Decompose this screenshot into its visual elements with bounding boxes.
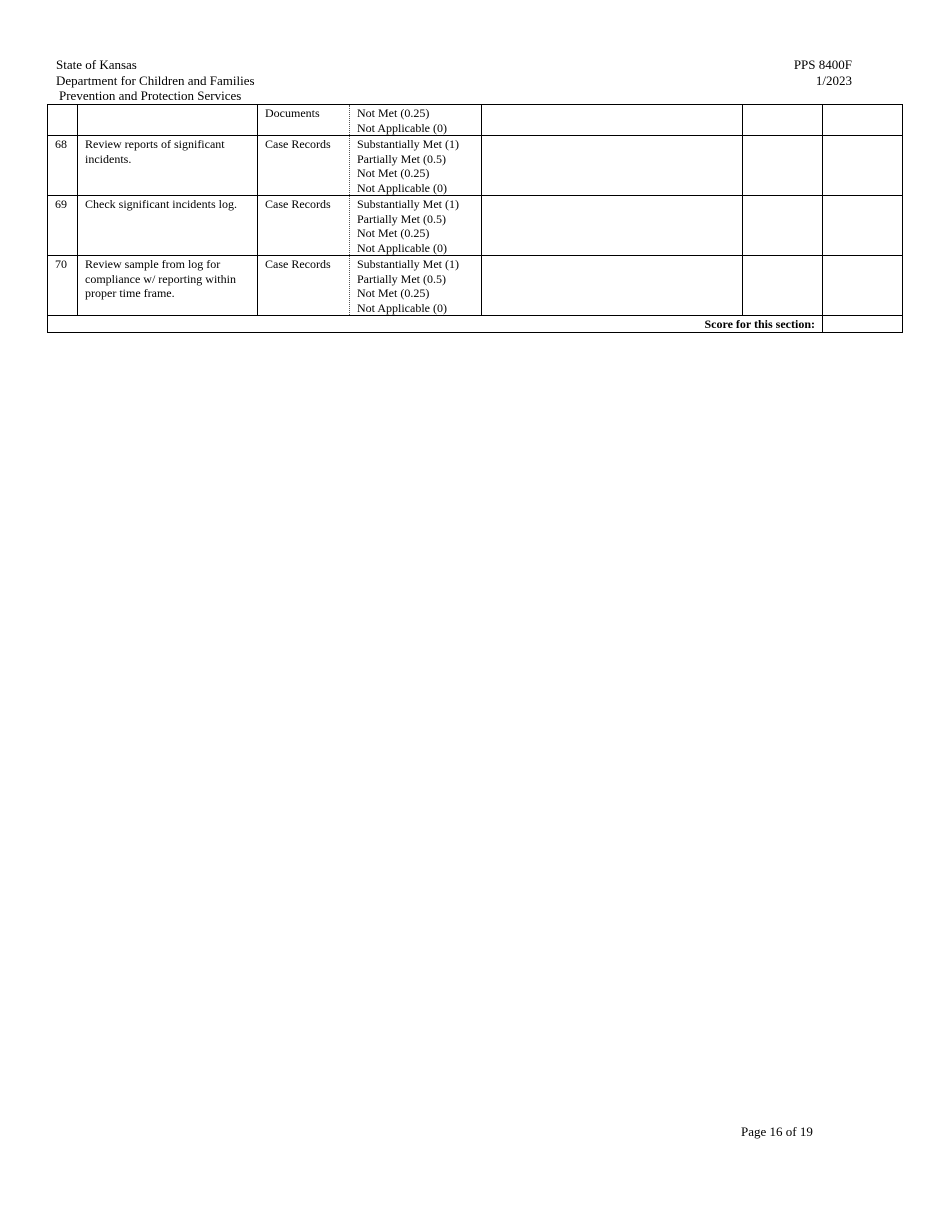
- cell-source: Case Records: [258, 136, 350, 196]
- cell-comments[interactable]: [482, 136, 743, 196]
- rating-option: Not Applicable (0): [357, 240, 447, 255]
- cell-score-b[interactable]: [823, 136, 903, 196]
- cell-item: Review reports of significant incidents.: [78, 136, 258, 196]
- cell-ratings: [350, 196, 482, 256]
- rating-option: Not Met (0.25): [357, 226, 430, 240]
- rating-option: Not Met (0.25): [357, 166, 430, 180]
- table-row-70: [48, 256, 903, 316]
- header-division: Prevention and Protection Services: [59, 88, 242, 103]
- cell-ratings: [350, 105, 482, 136]
- table-row-69: [48, 196, 903, 256]
- score-section-value[interactable]: [823, 316, 903, 333]
- rating-option: Not Applicable (0): [357, 300, 447, 315]
- rating-option: Not Met (0.25): [357, 286, 430, 300]
- cell-num: 69: [48, 196, 78, 256]
- cell-source: Documents: [258, 105, 350, 136]
- cell-comments[interactable]: [482, 196, 743, 256]
- header-form-block: [794, 57, 852, 88]
- rating-option: Substantially Met (1): [357, 137, 459, 151]
- cell-score-a[interactable]: [743, 105, 823, 136]
- table-row-continued: [48, 105, 903, 136]
- rating-option: Not Applicable (0): [357, 180, 447, 195]
- table-row-score: [48, 316, 903, 333]
- header-form-id: PPS 8400F: [793, 57, 852, 72]
- cell-comments[interactable]: [482, 256, 743, 316]
- cell-item: [78, 105, 258, 136]
- rating-option: Partially Met (0.5): [357, 271, 446, 286]
- header-agency-block: [56, 57, 255, 104]
- cell-source: Case Records: [258, 256, 350, 316]
- cell-num: [48, 105, 78, 136]
- cell-num: 70: [48, 256, 78, 316]
- cell-score-b[interactable]: [823, 105, 903, 136]
- cell-source: Case Records: [258, 196, 350, 256]
- cell-num: 68: [48, 136, 78, 196]
- page-number: Page 16 of 19: [741, 1124, 813, 1139]
- cell-score-b[interactable]: [823, 256, 903, 316]
- cell-comments[interactable]: [482, 105, 743, 136]
- cell-item: Check significant incidents log.: [78, 196, 258, 256]
- table-row-68: [48, 136, 903, 196]
- cell-item: Review sample from log for compliance w/ reporting within proper time frame.: [78, 256, 258, 316]
- cell-ratings: [350, 256, 482, 316]
- review-table: [47, 104, 903, 333]
- rating-option: Substantially Met (1): [357, 257, 459, 271]
- header-department: Department for Children and Families: [56, 72, 255, 88]
- rating-option: Partially Met (0.5): [357, 211, 446, 226]
- score-section-label: Score for this section:: [48, 316, 823, 333]
- cell-score-b[interactable]: [823, 196, 903, 256]
- rating-option: Partially Met (0.5): [357, 151, 446, 166]
- cell-score-a[interactable]: [743, 136, 823, 196]
- header-state: State of Kansas: [56, 57, 137, 72]
- rating-option: Not Applicable (0): [357, 120, 447, 135]
- rating-option: Not Met (0.25): [357, 106, 430, 120]
- header-form-date: 1/2023: [815, 72, 852, 88]
- rating-option: Substantially Met (1): [357, 197, 459, 211]
- cell-score-a[interactable]: [743, 256, 823, 316]
- cell-ratings: [350, 136, 482, 196]
- cell-score-a[interactable]: [743, 196, 823, 256]
